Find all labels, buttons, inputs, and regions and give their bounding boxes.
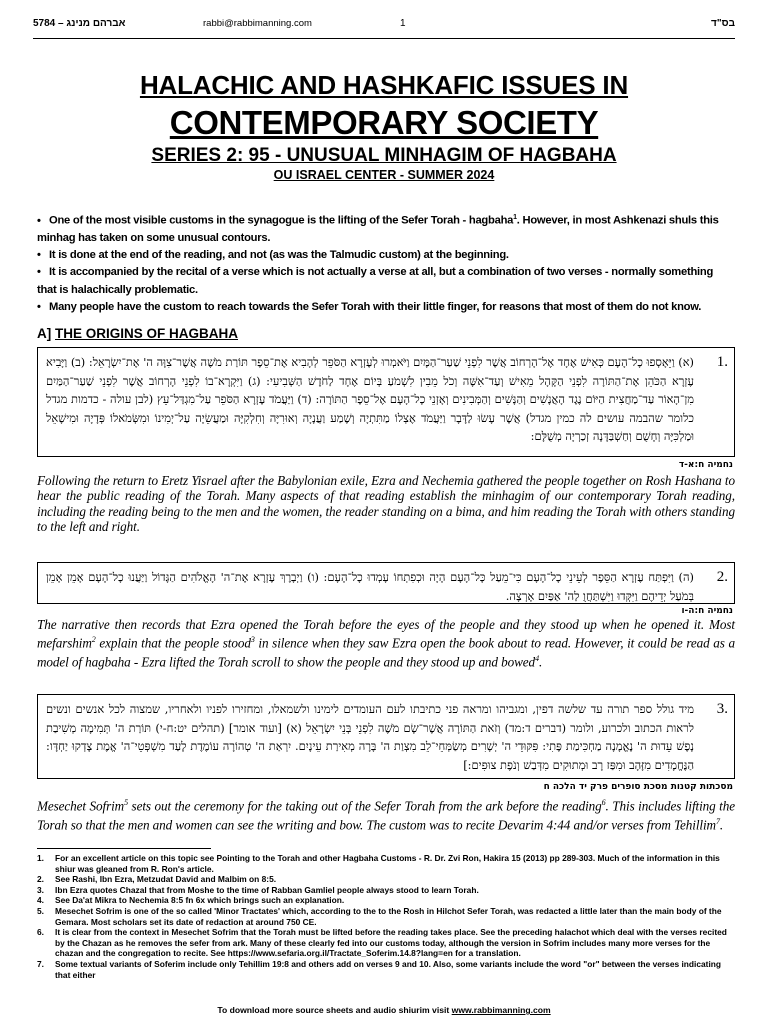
footnote: 5. Mesechet Sofrim is one of the so called 'Minor Tractates' which, according to the to the Rosh in Hilchot Sefer Torah, was redacted a little later than the main body of the Gemara. Most scholars set its date of redaction at around 750 CE.	[37, 905, 722, 927]
page-number: 1	[400, 18, 406, 29]
intro-bullets	[37, 209, 733, 316]
footnote: 2. See Rashi, Ibn Ezra, Metzudat David and Malbim on 8:5.	[37, 874, 277, 885]
running-header	[33, 18, 735, 34]
footnote-ref[interactable]: 4	[535, 653, 539, 663]
section-title: THE ORIGINS OF HAGBAHA	[55, 326, 239, 341]
header-email[interactable]: rabbi@rabbimanning.com	[203, 18, 312, 29]
footnote: 6. It is clear from the context in Mesechet Sofrim that the Torah must be lifted before the reading takes place. See the preceding halachot which deal with the verses recited by the Chazan as he removes the sefer from ark. Many of these clearly fed into our customs today, although the version in Sofrim includes many more verses for the chazan and the congregation to recite. See https://www.sefaria.org.il/Tractate_Soferim.14.8?lang=en for a translation.	[37, 927, 727, 959]
footer-link[interactable]: www.rabbimanning.com	[451, 1005, 551, 1015]
footnote-ref[interactable]: 5	[124, 798, 129, 807]
title-line-2: CONTEMPORARY SOCIETY	[169, 104, 599, 141]
footnote: 4. See Da'at Mikra to Nechemia 8:5 fn 6x which brings such an explanation.	[37, 895, 345, 906]
source-3-number: 3.	[716, 701, 728, 717]
footnote: 3. Ibn Ezra quotes Chazal that from Moshe to the time of Rabban Gamliel people always stood to learn Torah.	[37, 884, 479, 895]
header-author: 5784 – אברהם מנינג	[33, 18, 126, 29]
source-box-2	[37, 562, 735, 604]
footnote-ref[interactable]: 3	[250, 635, 255, 645]
bullet-item: • Many people have the custom to reach towards the Sefer Torah with their little finger, for reasons that most of them do not know.	[37, 299, 733, 316]
source-1-citation: נחמיה ח:א-ד	[678, 460, 733, 470]
footnotes	[37, 853, 737, 980]
source-3-english: Mesechet Sofrim$^5$ sets out the ceremony for the taking out of the Sefer Torah from the ark before the reading$^6$. This includes lifting the Torah so that the men and women can see the writing and bow. The custom was to recite Devarim 4:44 and/or verses from Tehillim$^7$.	[37, 798, 735, 833]
bullet-item: • It is accompanied by the recital of a verse which is not actually a verse at all, but a combination of two verses - normally something that is halachically problematic.	[37, 266, 714, 296]
footnote-rule	[37, 848, 211, 849]
bullet-item: • One of the most visible customs in the synagogue is the lifting of the Sefer Torah - hagbaha$^1$. However, in most Ashkenazi shuls this minhag has taken on some unusual contours.	[37, 214, 719, 244]
bullet-item: • It is done at the end of the reading, and not (as was the Talmudic custom) at the beginning.	[37, 247, 733, 264]
source-box-1	[37, 347, 735, 457]
source-1-hebrew: (א) וַיֵּאָסְפוּ כָל־הָעָם כְּאִישׁ אֶחָד אֶל־הָרְחוֹב אֲשֶׁר לִפְנֵי שַׁעַר־הַמָּיִם וַיֹּאמְרוּ לְעֶזְרָא הַסֹּפֵר לְהָבִיא אֶת־סֵפֶר תּוֹרַת מֹשֶׁה אֲשֶׁר־צִוָּה ה' אֶת־יִשְׂרָאֵל: (ב) וַיָּבִיא עֶזְרָא הַכֹּהֵן אֶת־הַתּוֹרָה לִפְנֵי הַקָּהָל מֵאִישׁ וְעַד־אִשָּׁה וְכֹל מֵבִין לִשְׁמֹעַ בְּיוֹם אֶחָד לַחֹדֶשׁ הַשְּׁבִיעִי: (ג) וַיִּקְרָא־בוֹ לִפְנֵי הָרְחוֹב אֲשֶׁר לִפְנֵי שַׁעַר־הַמַּיִם מִן־הָאוֹר עַד־מַחֲצִית הַיּוֹם נֶגֶד הָאֲנָשִׁים וְהַנָּשִׁים וְהַמְּבִינִים וְאָזְנֵי כָל־הָעָם אֶל־סֵפֶר הַתּוֹרָה: (ד) וַיַּעֲמֹד עֶזְרָא הַסֹּפֵר עַל־מִגְדַּל־עֵץ (לבן עולה - כדמות מגדל כלומר שהבמה עושים לה כמין מגדל) אֲשֶׁר עָשׂוּ לַדָּבָר וַיַּעֲמֹד אֶצְלוֹ מַתִּתְיָה וְשֶׁמַע וַעֲנָיָה וְאוּרִיָּה וְחִלְקִיָּה וּמַעֲשֵׂיָה עַל־יְמִינוֹ וּמִשְּׂמֹאלוֹ פְּדָיָה וּמִישָׁאֵל וּמַלְכִּיָּה וְחָשֻׁם וְחַשְׁבַּדָּנָה זְכַרְיָה מְשֻׁלָּם:	[46, 355, 694, 444]
footer	[0, 1005, 768, 1015]
footnote-ref[interactable]: 2	[91, 635, 96, 645]
title-line-1: HALACHIC AND HASHKAFIC ISSUES IN	[139, 70, 629, 100]
source-box-3	[37, 694, 735, 779]
source-2-number: 2.	[716, 569, 728, 585]
footnote: 7. Some textual variants of Soferim include only Tehillim 19:8 and others add on verses 9 and 10. Also, some variants include the word "or" between the verses indicating that either	[37, 958, 722, 980]
bullet-icon: •	[37, 249, 41, 262]
footnote: 1. For an excellent article on this topic see Pointing to the Torah and other Hagbaha Customs - R. Dr. Zvi Ron, Hakira 15 (2013) pp 289-303. Much of the information in this shiur was gleaned from R. Ron's article.	[37, 853, 720, 874]
footnote-ref[interactable]: 1	[513, 214, 517, 221]
source-3-hebrew: מיד גולל ספר תורה עד שלשה דפין, ומגביהו ומראה פני כתיבתו לעם העומדים לימינו ולשמאלו, ומחזירו לפניו ולאחריו, שמצוה לכל אנשים ונשים לראות הכתוב ולכרוע, ולומר (דברים ד:מד) וְזֹאת הַתּוֹרָה אֲשֶׁר־שָׂם מֹשֶׁה לִפְנֵי בְּנֵי יִשְׂרָאֵל (א) [ועוד אומר] (תהלים יט:ח-י) תּוֹרַת ה' תְּמִימָה מְשִׁיבַת נָפֶשׁ עֵדוּת ה' נֶאֱמָנָה מַחְכִּימַת פֶּתִי: פִּקּוּדֵי ה' יְשָׁרִים מְשַׂמְּחֵי־לֵב מִצְוַת ה' בָּרָה מְאִירַת עֵינָיִם. יִרְאַת ה' טְהוֹרָה עוֹמֶדֶת לָעַד מִשְׁפְּטֵי־ה' אֱמֶת צָדְקוּ יַחְדָּו: הַנֶּחֱמָדִים מִזָּהָב וּמִפַּז רָב וּמְתוּקִים מִדְּבַשׁ וְנֹפֶת צוּפִים:]	[46, 702, 694, 772]
source-1-number: 1.	[716, 354, 728, 370]
section-heading	[37, 326, 238, 341]
source-1-english: Following the return to Eretz Yisrael after the Babylonian exile, Ezra and Nechemia gathered the people together on Rosh Hashana to hear the public reading of the Torah. Many aspects of that reading establish the minhagim of our contemporary Torah reading, including the reading being to the men and the women, the reader standing on a bima, and him reading the Torah with others standing to the left and right.	[37, 473, 735, 534]
source-2-hebrew: (ה) וַיִּפְתַּח עֶזְרָא הַסֵּפֶר לְעֵינֵי כָל־הָעָם כִּי־מֵעַל כָּל־הָעָם הָיָה וּכְפִתְחוֹ עָמְדוּ כָל־הָעָם: (ו) וַיְבָרֶךְ עֶזְרָא אֶת־ה' הָאֱלֹהִים הַגָּדוֹל וַיַּעֲנוּ כָל־הָעָם אָמֵן אָמֵן בְּמֹעַל יְדֵיהֶם וַיִּקְּדוּ וַיִּשְׁתַּחֲוֻ לַה' אַפַּיִם אָרְצָה.	[46, 570, 694, 603]
series-title: SERIES 2: 95 - UNUSUAL MINHAGIM OF HAGBAHA	[151, 145, 617, 166]
section-label: A]	[37, 326, 52, 341]
bullet-icon: •	[37, 214, 41, 227]
source-3-citation: מסכתות קטנות מסכת סופרים פרק יד הלכה ח	[543, 782, 733, 792]
source-2-english: The narrative then records that Ezra opened the Torah before the eyes of the people and they stood up when he opened it. Most mefarshim$^2$ explain that the people stood$^3$ in silence when they saw Ezra open the book about to read. However, it could be read as a model of hagbaha - Ezra lifted the Torah scroll to show the people and they stood up and bowed$^4$.	[37, 617, 736, 670]
bullet-icon: •	[37, 300, 41, 313]
source-2-citation: נחמיה ח:ה-ו	[681, 606, 733, 616]
venue-title: OU ISRAEL CENTER - SUMMER 2024	[273, 168, 495, 182]
footnote-ref[interactable]: 7	[715, 816, 720, 826]
footnote-ref[interactable]: 6	[601, 798, 606, 807]
header-bsd: בס"ד	[711, 18, 735, 29]
header-rule	[33, 38, 735, 39]
footer-text: To download more source sheets and audio shiurim visit	[217, 1005, 452, 1015]
bullet-icon: •	[37, 266, 41, 279]
